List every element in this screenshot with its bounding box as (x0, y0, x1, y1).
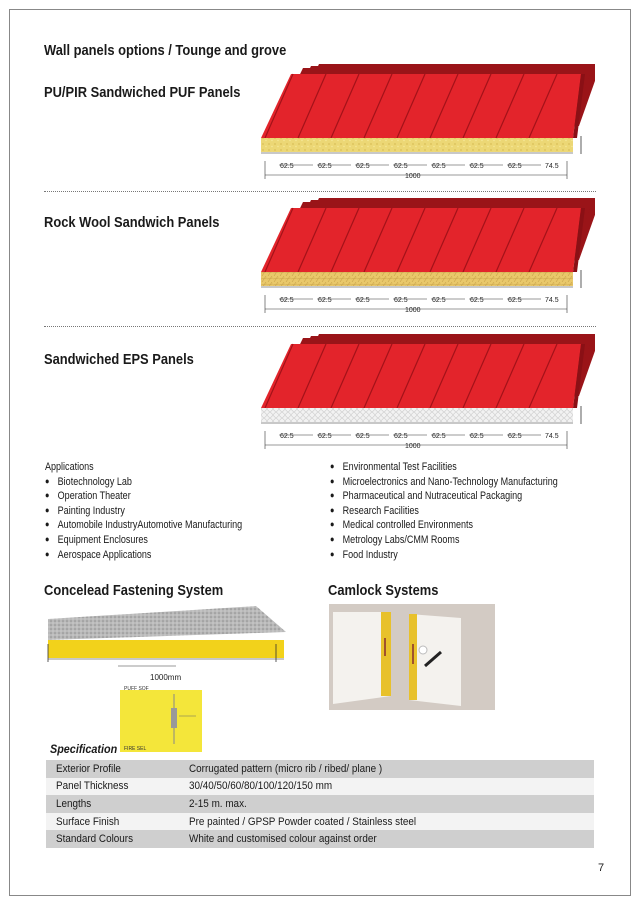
dim-total-label: 1000 (405, 173, 421, 180)
dim-segment-label: 62.5 (280, 297, 294, 304)
camlock-image (329, 604, 495, 710)
dim-end-label: 74.5 (545, 163, 559, 170)
dim-segment-label: 62.5 (356, 297, 370, 304)
spec-key: Exterior Profile (46, 760, 179, 778)
applications-list-left (45, 460, 242, 562)
dim-segment-label: 62.5 (280, 433, 294, 440)
list-item: ● Microelectronics and Nano-Technology Manufacturing (330, 475, 558, 490)
page-number: 7 (598, 862, 605, 874)
dim-segment-label: 62.5 (470, 433, 484, 440)
dim-segment-label: 62.5 (508, 433, 522, 440)
panel-title-eps: Sandwiched EPS Panels (44, 351, 194, 368)
dim-end-label: 74.5 (545, 297, 559, 304)
dim-segment-label: 62.5 (318, 433, 332, 440)
list-item: ● Biotechnology Lab (45, 475, 242, 490)
panel-core (261, 408, 573, 422)
panel-title-rockwool: Rock Wool Sandwich Panels (44, 214, 220, 231)
spec-key: Standard Colours (46, 830, 179, 848)
panel-bottom-skin (261, 286, 573, 288)
list-item: ● Automobile IndustryAutomotive Manufacturing (45, 518, 242, 533)
dim-segment-label: 62.5 (470, 297, 484, 304)
panel-bottom-skin (261, 422, 573, 424)
panel-core (261, 272, 573, 286)
list-item: ● Pharmaceutical and Nutraceutical Packaging (330, 489, 558, 504)
dim-segment-label: 62.5 (318, 163, 332, 170)
dim-end-label: 74.5 (545, 433, 559, 440)
dim-segment-label: 62.5 (394, 163, 408, 170)
table-row (46, 795, 594, 813)
dim-segment-label: 62.5 (432, 297, 446, 304)
spec-key: Lengths (46, 795, 179, 813)
dim-segment-label: 62.5 (470, 163, 484, 170)
list-item: ● Research Facilities (330, 504, 558, 519)
applications-list-right (330, 460, 558, 562)
tag-bottom: FIRE SEL (124, 746, 147, 752)
specification-title: Specification (50, 742, 118, 756)
list-item: ● Medical controlled Environments (330, 518, 558, 533)
list-item: ● Operation Theater (45, 489, 242, 504)
section-divider (44, 326, 596, 327)
dim-segment-label: 62.5 (356, 163, 370, 170)
list-item: ● Aerospace Applications (45, 548, 242, 563)
dim-segment-label: 62.5 (394, 297, 408, 304)
dim-segment-label: 62.5 (280, 163, 294, 170)
specification-table (46, 760, 594, 848)
spec-value: White and customised colour against order (179, 830, 594, 848)
dim-segment-label: 62.5 (432, 433, 446, 440)
tag-top: PUFF SOF (124, 686, 149, 692)
list-item: ● Metrology Labs/CMM Rooms (330, 533, 558, 548)
camlock-title: Camlock Systems (328, 582, 439, 599)
spec-key: Panel Thickness (46, 778, 179, 796)
spec-value: 2-15 m. max. (179, 795, 594, 813)
spec-value: Pre painted / GPSP Powder coated / Stainless steel (179, 813, 594, 831)
eps-panel-illustration (255, 328, 595, 458)
list-item: ● Food Industry (330, 548, 558, 563)
dim-total-label: 1000 (405, 307, 421, 314)
panel-bottom-skin (261, 152, 573, 154)
page-heading: Wall panels options / Tounge and grove (44, 42, 287, 59)
panel-core (261, 138, 573, 152)
spec-value: Corrugated pattern (micro rib / ribed/ plane ) (179, 760, 594, 778)
table-row (46, 813, 594, 831)
dim-total-label: 1000 (405, 443, 421, 450)
spec-key: Surface Finish (46, 813, 179, 831)
dim-label: 1000mm (150, 673, 182, 682)
concealed-title: Concelead Fastening System (44, 582, 224, 599)
dim-segment-label: 62.5 (318, 297, 332, 304)
dim-segment-label: 62.5 (356, 433, 370, 440)
puf-panel-illustration (255, 58, 595, 188)
applications-title: Applications (45, 461, 94, 473)
rockwool-panel-illustration (255, 192, 595, 322)
list-item: ● Painting Industry (45, 504, 242, 519)
dim-segment-label: 62.5 (508, 163, 522, 170)
spec-value: 30/40/50/60/80/100/120/150 mm (179, 778, 594, 796)
dim-segment-label: 62.5 (394, 433, 408, 440)
table-row (46, 830, 594, 848)
concealed-fastening-image (46, 604, 286, 754)
table-row (46, 778, 594, 796)
list-item: ● Environmental Test Facilities (330, 460, 558, 475)
panel-title-puf: PU/PIR Sandwiched PUF Panels (44, 84, 241, 101)
list-item: ● Equipment Enclosures (45, 533, 242, 548)
table-row (46, 760, 594, 778)
dim-segment-label: 62.5 (432, 163, 446, 170)
dim-segment-label: 62.5 (508, 297, 522, 304)
